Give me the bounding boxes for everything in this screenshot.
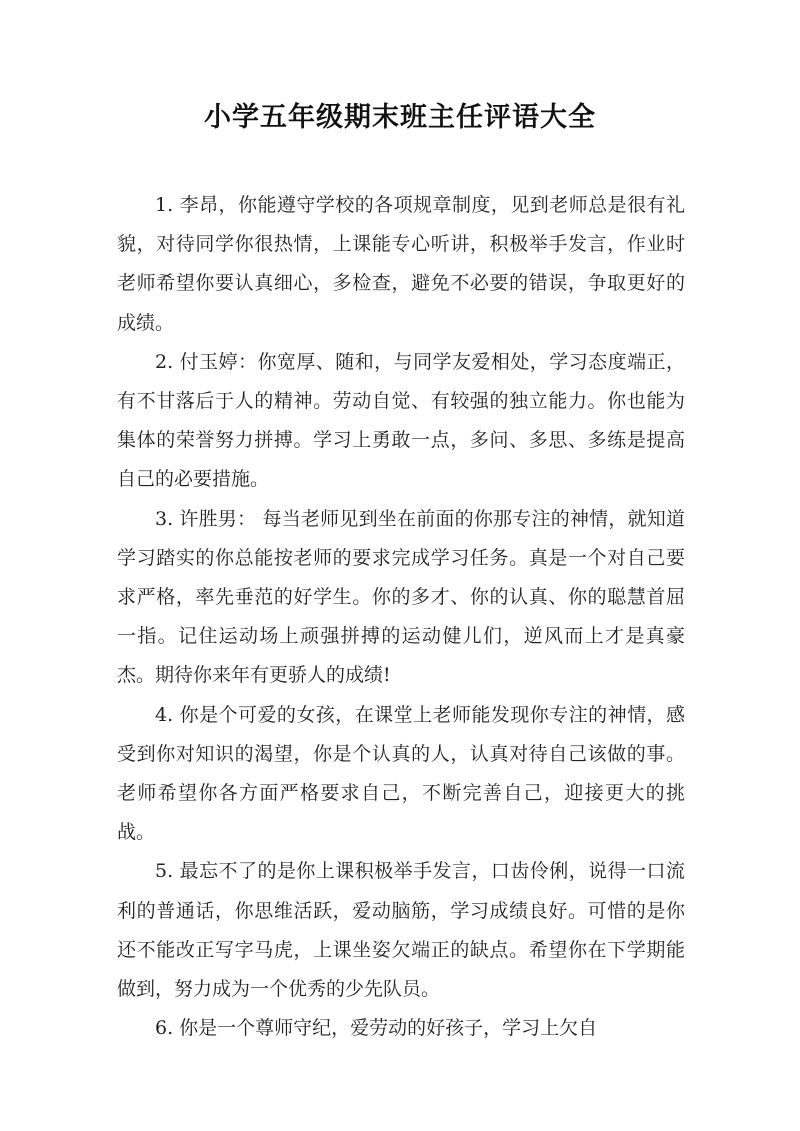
comment-paragraph-1: 1. 李昂，你能遵守学校的各项规章制度，见到老师总是很有礼貌，对待同学你很热情，上课能专心听讲，积极举手发言，作业时老师希望你要认真细心，多检查，避免不必要的错误，争取更好的成绩。 bbox=[117, 194, 685, 334]
document-title: 小学五年级期末班主任评语大全 bbox=[204, 102, 596, 133]
comment-paragraph-3: 3. 许胜男： 每当老师见到坐在前面的你那专注的神情，就知道学习踏实的你总能按老师的要求完成学习任务。真是一个对自己要求严格，率先垂范的好学生。你的多才、你的认真、你的聪慧首屈一指。记住运动场上顽强拼搏的运动健儿们，逆风而上才是真豪杰。期待你来年有更骄人的成绩! bbox=[117, 507, 685, 687]
comment-paragraph-4: 4. 你是个可爱的女孩，在课堂上老师能发现你专注的神情，感受到你对知识的渴望，你是个认真的人，认真对待自己该做的事。老师希望你各方面严格要求自己，不断完善自己，迎接更大的挑战。 bbox=[117, 703, 685, 844]
document-body bbox=[117, 186, 685, 1048]
comment-paragraph-6: 6. 你是一个尊师守纪，爱劳动的好孩子，学习上欠自 bbox=[155, 1017, 598, 1040]
comment-paragraph-5: 5. 最忘不了的是你上课积极举手发言，口齿伶俐，说得一口流利的普通话，你思维活跃，爱动脑筋，学习成绩良好。可惜的是你还不能改正写字马虎，上课坐姿欠端正的缺点。希望你在下学期能做到，努力成为一个优秀的少先队员。 bbox=[117, 860, 685, 1001]
comment-paragraph-2: 2. 付玉婷：你宽厚、随和，与同学友爱相处，学习态度端正，有不甘落后于人的精神。劳动自觉、有较强的独立能力。你也能为集体的荣誉努力拼搏。学习上勇敢一点，多问、多思、多练是提高自己的必要措施。 bbox=[117, 350, 685, 491]
